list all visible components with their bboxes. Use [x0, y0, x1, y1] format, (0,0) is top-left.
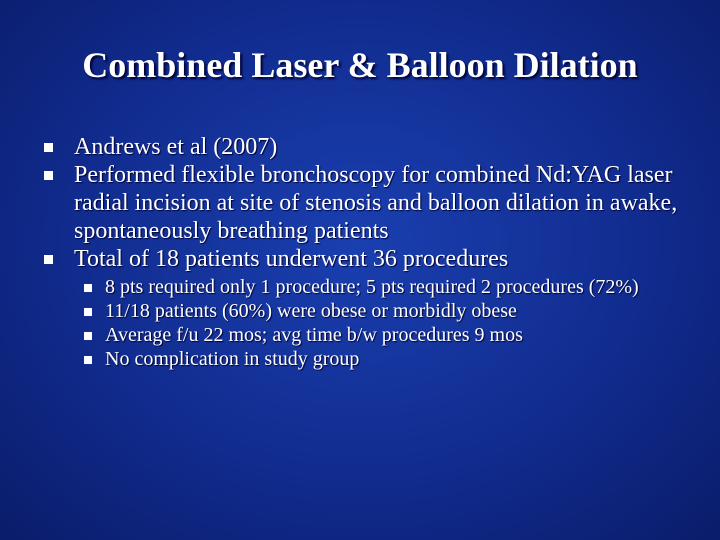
- bullet-item: [44, 161, 684, 245]
- bullet-text: Total of 18 patients underwent 36 procedures: [74, 246, 509, 272]
- square-bullet-icon: [84, 308, 92, 316]
- square-bullet-icon: [84, 356, 92, 364]
- sub-bullet-text: 8 pts required only 1 procedure; 5 pts required 2 procedures (72%): [105, 276, 639, 298]
- sub-bullet-text: 11/18 patients (60%) were obese or morbidly obese: [105, 300, 517, 322]
- square-bullet-icon: [44, 143, 53, 152]
- sub-bullet-text: No complication in study group: [105, 348, 360, 370]
- bullet-item: [44, 133, 684, 161]
- sub-bullet-item: [76, 349, 684, 370]
- sub-bullet-item: [76, 325, 684, 346]
- square-bullet-icon: [44, 171, 53, 180]
- square-bullet-icon: [84, 284, 92, 292]
- sub-bullet-list: [74, 277, 684, 370]
- bullet-text: Andrews et al (2007): [74, 134, 278, 160]
- slide-title: Combined Laser & Balloon Dilation: [82, 45, 638, 85]
- sub-bullet-item: [76, 301, 684, 322]
- square-bullet-icon: [84, 332, 92, 340]
- sub-bullet-item: [76, 277, 684, 298]
- bullet-item: [44, 245, 684, 370]
- bullet-list: [44, 133, 684, 373]
- square-bullet-icon: [44, 255, 53, 264]
- bullet-text: Performed flexible bronchoscopy for combined Nd:YAG laser radial incision at site of stenosis and balloon dilation in awake, spontaneously breathing patients: [74, 162, 678, 244]
- sub-bullet-text: Average f/u 22 mos; avg time b/w procedures 9 mos: [105, 324, 523, 346]
